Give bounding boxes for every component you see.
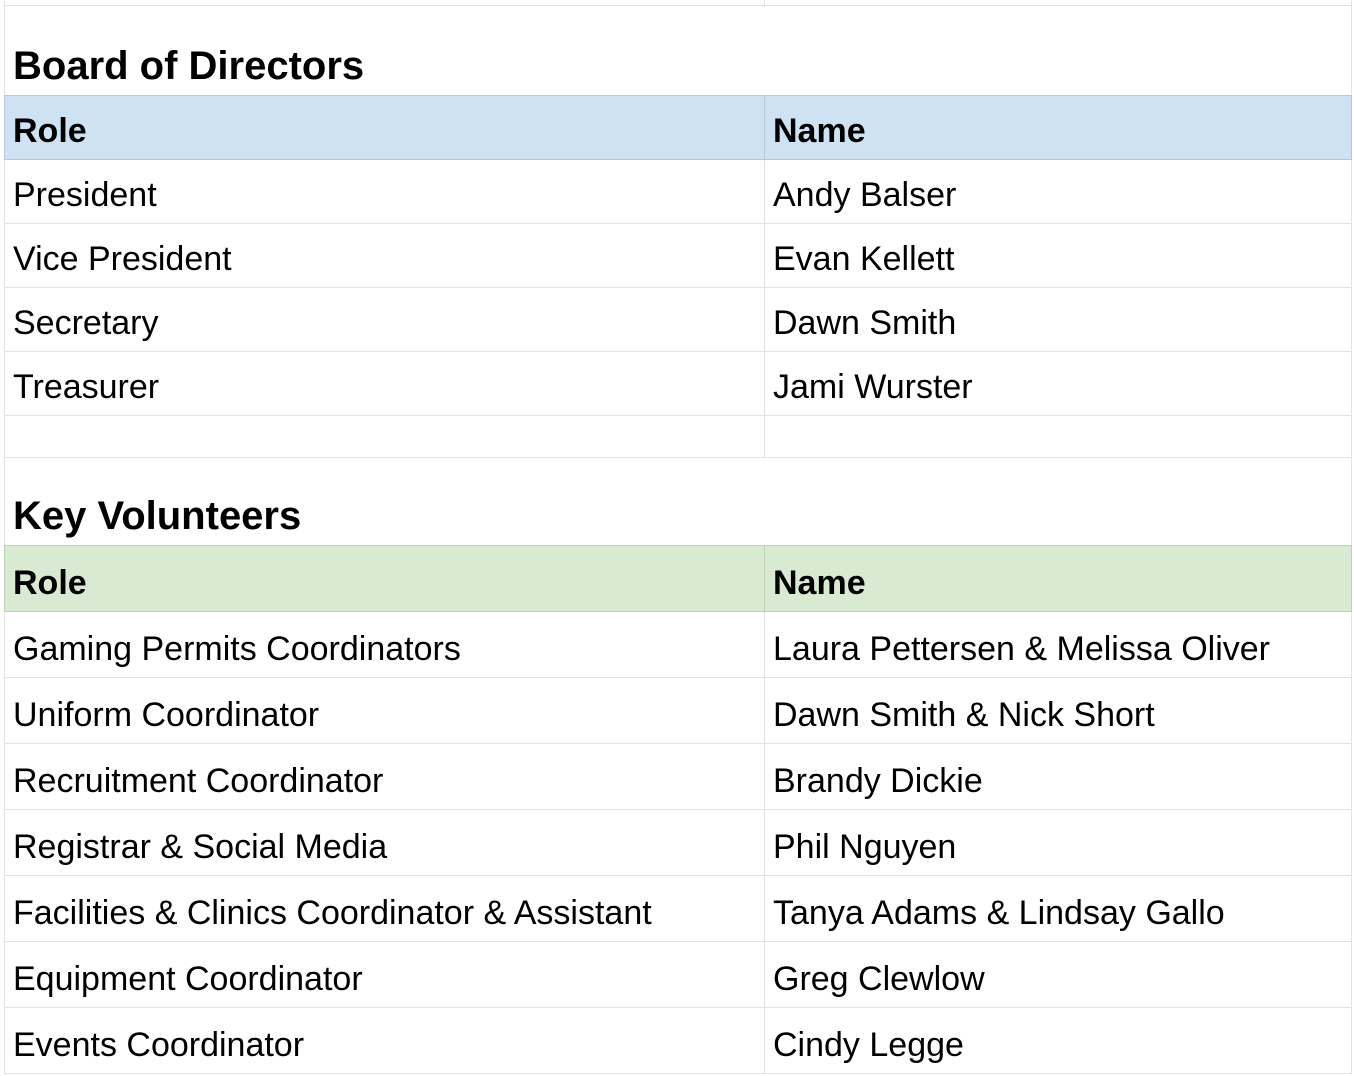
board-title-row [4,6,1352,96]
name-cell[interactable]: Andy Balser [765,160,1352,224]
volunteers-header-role[interactable]: Role [4,545,765,612]
role-cell[interactable]: Events Coordinator [4,1008,765,1074]
empty-row [4,416,1352,458]
role-cell[interactable]: Vice President [4,224,765,288]
name-cell[interactable]: Greg Clewlow [765,942,1352,1008]
name-cell[interactable]: Dawn Smith [765,288,1352,352]
role-cell[interactable]: Gaming Permits Coordinators [4,612,765,678]
volunteers-section-title[interactable]: Key Volunteers [4,458,1352,546]
role-cell[interactable]: Registrar & Social Media [4,810,765,876]
name-cell[interactable]: Jami Wurster [765,352,1352,416]
table-row [4,612,1352,678]
role-cell[interactable]: Equipment Coordinator [4,942,765,1008]
table-row [4,678,1352,744]
volunteers-title-row [4,458,1352,546]
table-row [4,876,1352,942]
empty-cell[interactable] [765,416,1352,458]
board-section-title[interactable]: Board of Directors [4,6,1352,96]
table-row [4,224,1352,288]
board-header-row [4,95,1352,160]
table-row [4,1008,1352,1074]
role-cell[interactable]: Treasurer [4,352,765,416]
table-row [4,160,1352,224]
name-cell[interactable]: Tanya Adams & Lindsay Gallo [765,876,1352,942]
name-cell[interactable]: Dawn Smith & Nick Short [765,678,1352,744]
volunteers-header-name[interactable]: Name [765,545,1352,612]
role-cell[interactable]: Secretary [4,288,765,352]
role-cell[interactable]: President [4,160,765,224]
name-cell[interactable]: Phil Nguyen [765,810,1352,876]
empty-cell[interactable] [4,416,765,458]
role-cell[interactable]: Uniform Coordinator [4,678,765,744]
role-cell[interactable]: Recruitment Coordinator [4,744,765,810]
name-cell[interactable]: Cindy Legge [765,1008,1352,1074]
table-row [4,288,1352,352]
board-header-name[interactable]: Name [765,95,1352,160]
name-cell[interactable]: Brandy Dickie [765,744,1352,810]
board-header-role[interactable]: Role [4,95,765,160]
role-cell[interactable]: Facilities & Clinics Coordinator & Assistant [4,876,765,942]
name-cell[interactable]: Evan Kellett [765,224,1352,288]
table-row [4,810,1352,876]
table-row [4,352,1352,416]
volunteers-header-row [4,545,1352,612]
table-row [4,744,1352,810]
table-row [4,942,1352,1008]
name-cell[interactable]: Laura Pettersen & Melissa Oliver [765,612,1352,678]
